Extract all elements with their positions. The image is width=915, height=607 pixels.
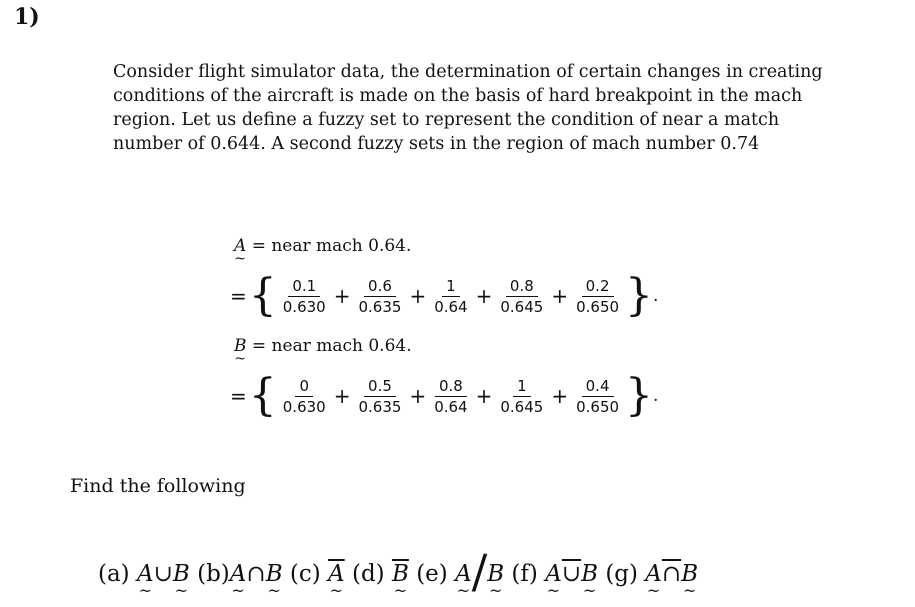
- part-f-label: (f): [511, 561, 538, 587]
- set-a-symbol: A ~: [234, 236, 246, 256]
- set-a-definition-text: = near mach 0.64.: [251, 236, 412, 256]
- division-slash: /: [471, 544, 488, 598]
- part-g-label: (g): [605, 561, 638, 587]
- right-brace: }: [625, 370, 654, 421]
- set-b-term: $\frac{0.5}{0.635}$: [358, 376, 402, 416]
- set-b-term: $\frac{0.4}{0.650}$: [576, 376, 620, 416]
- part-e-label: (e): [416, 561, 448, 587]
- set-a-term: $\frac{0.8}{0.645}$: [500, 276, 544, 316]
- complement-intersection: A ~∩B ~: [645, 561, 698, 587]
- set-b-term: $\frac{1}{0.645}$: [500, 376, 544, 416]
- set-b-definition-text: = near mach 0.64.: [251, 336, 412, 356]
- set-a-term: $\frac{0.6}{0.635}$: [358, 276, 402, 316]
- equals-sign: =: [230, 384, 247, 408]
- problem-paragraph: Consider flight simulator data, the determination of certain changes in creating conditions of the aircraft is made on the basis of hard breakpoint in the mach region. Let us define a fuzzy set to represent the condition of near a match number of 0.644. A second fuzzy sets in the region of mach number 0.74: [113, 62, 823, 154]
- question-parts: (a) A ~∪B ~ (b)A ~∩B ~ (c) $\overline{A}$ ~ (d) $\overline{B}$ ~ (e) A ~/B ~ (f) A ~∪B ~ (g) A ~∩B ~: [98, 538, 698, 592]
- find-label: Find the following: [70, 475, 246, 497]
- set-a-expression: = { $\frac{0.1}{0.630}$ + $\frac{0.6}{0.635}$ + $\frac{1}{0.64}$ + $\frac{0.8}{0.645}$ + $\frac{0.2}{0.650}$ } .: [230, 270, 659, 321]
- right-brace: }: [625, 270, 654, 321]
- part-a-label: (a): [98, 561, 130, 587]
- set-b-expression: = { $\frac{0}{0.630}$ + $\frac{0.5}{0.635}$ + $\frac{0.8}{0.64}$ + $\frac{1}{0.645}$ + $\frac{0.4}{0.650}$ } .: [230, 370, 659, 421]
- set-a-term: $\frac{0.1}{0.630}$: [282, 276, 326, 316]
- left-brace: {: [248, 270, 277, 321]
- part-d-label: (d): [351, 561, 385, 587]
- set-a-term: $\frac{0.2}{0.650}$: [576, 276, 620, 316]
- set-a-definition: [234, 236, 411, 256]
- part-c-label: (c): [289, 561, 321, 587]
- part-b-label: (b): [197, 561, 230, 587]
- set-b-definition: [234, 336, 412, 356]
- left-brace: {: [248, 370, 277, 421]
- complement-union: A ~∪B ~: [545, 561, 598, 587]
- set-b-term: $\frac{0.8}{0.64}$: [434, 376, 468, 416]
- set-a-term: $\frac{1}{0.64}$: [434, 276, 468, 316]
- question-number: 1): [14, 4, 40, 30]
- set-b-symbol: B ~: [234, 336, 247, 356]
- set-b-term: $\frac{0}{0.630}$: [282, 376, 326, 416]
- equals-sign: =: [230, 284, 247, 308]
